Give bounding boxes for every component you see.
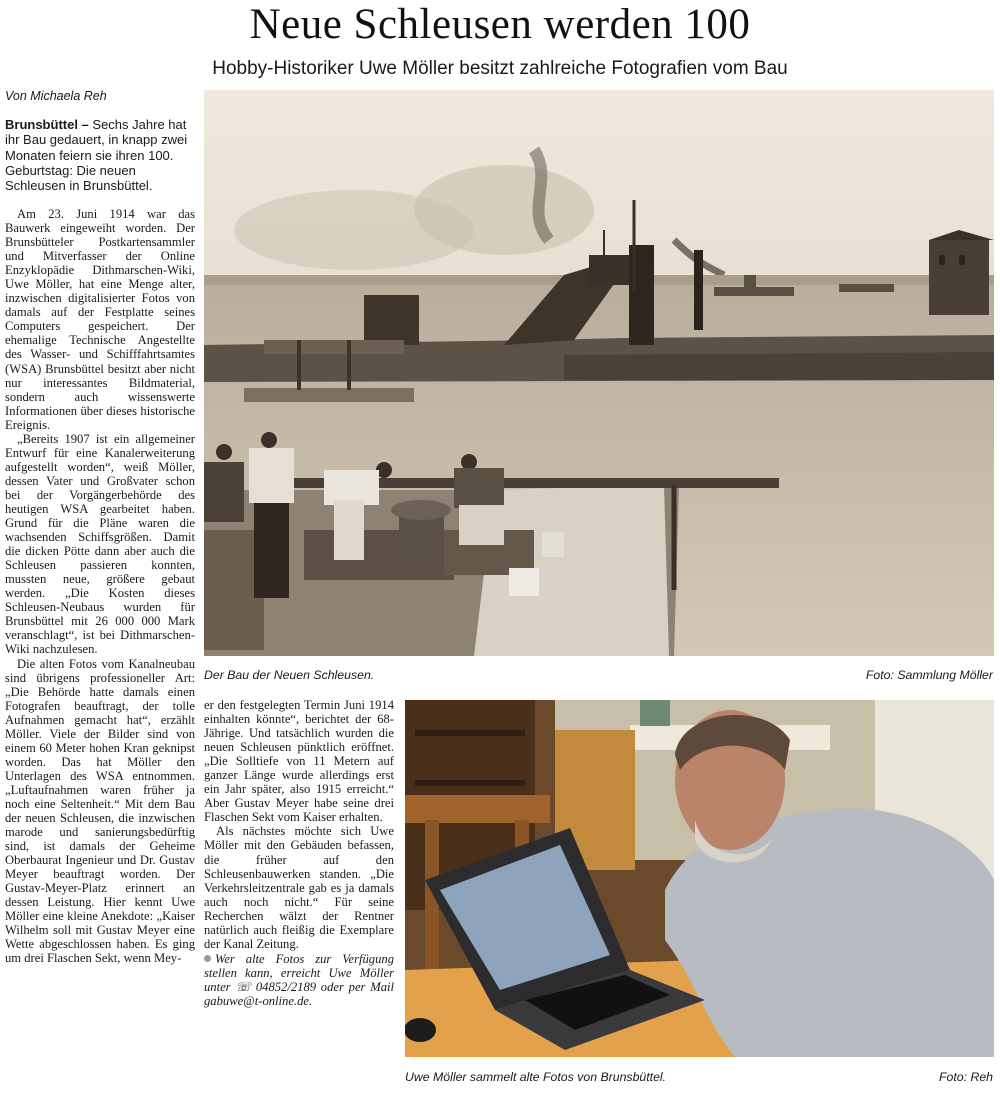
lead-paragraph	[5, 117, 195, 193]
paragraph: Die alten Fotos vom Kanalneubau sind übrigens professioneller Art: „Die Behörde hatte damals einen Fotografen beauftragt, der tolle Aufnahmen gemacht hat“, erzählt Möller. Viele der Bilder sind von einem 60 Meter hohen Kran geknipst worden. Das hat Möller den Unterlagen des WSA entnommen. „Luftaufnahmen waren früher ja noch eine Seltenheit.“ Mit dem Bau der neuen Schleusen, die inzwischen marode und sanierungsbedürftig sind, ist damals der Geheime Oberbaurat Ingenieur und Dr. Gustav Meyer beauftragt worden. Der Gustav-Meyer-Platz erinnert an dessen Leistung. Hier kennt Uwe Möller eine kleine Anekdote: „Kaiser Wilhelm soll mit Gustav Meyer eine Wette abgeschlossen haben. Es ging um drei Flaschen Sekt, wenn Mey-	[5, 656, 195, 966]
contact-text: Wer alte Fotos zur Verfügung stellen kann, erreicht Uwe Möller unter ☏ 04852/2189 oder per Mail gabuwe@t-online.de.	[204, 951, 394, 1008]
paragraph: Am 23. Juni 1914 war das Bauwerk eingeweiht worden. Der Brunsbütteler Postkartensammler und Mitverfasser der Online Enzyklopädie Dithmarschen-Wiki, Uwe Möller, hat eine Menge alter, inzwischen digitalisierter Fotos von damals auf der Festplatte seines Computers gespeichert. Der ehemalige Technische Angestellte des Wasser- und Schifffahrtsamtes (WSA) Brunsbüttel besitzt aber nicht nur interessantes Bildmaterial, sondern auch wissenswerte Informationen über dieses historische Ereignis.	[5, 207, 195, 432]
paragraph: er den festgelegten Termin Juni 1914 einhalten könnte“, berichtet der 68-Jährige. Und tatsächlich wurden die neuen Schleusen pünktlich eröffnet. „Die Solltiefe von 11 Metern auf ganzer Länge wurde allerdings erst ein Jahr später, also 1915 erreicht.“ Aber Gustav Meyer habe seine drei Flaschen Sekt vom Kaiser erhalten.	[204, 698, 394, 825]
headline: Neue Schleusen werden 100	[249, 1, 751, 48]
photo-credit: Foto: Sammlung Möller	[865, 668, 993, 682]
bullet-dot-icon	[204, 955, 211, 962]
portrait-photo	[405, 700, 994, 1057]
lead-text: Sechs Jahre hat ihr Bau gedauert, in knapp zwei Monaten feiern sie ihren 100. Geburtstag: Die neuen Schleusen in Brunsbüttel.	[5, 117, 188, 194]
lead-place: Brunsbüttel –	[5, 117, 89, 132]
article-column-1	[5, 207, 195, 966]
photo-caption: Der Bau der Neuen Schleusen.	[204, 668, 375, 682]
subheadline: Hobby-Historiker Uwe Möller besitzt zahlreiche Fotografien vom Bau	[212, 58, 788, 79]
paragraph: Als nächstes möchte sich Uwe Möller mit den Gebäuden befassen, die früher auf den Schleusenbauwerken standen. „Die Verkehrsleitzentrale gab es ja damals auch noch nicht.“ Für seine Recherchen wälzt der Rentner natürlich auch fleißig die Exemplare der Kanal Zeitung.	[204, 824, 394, 951]
paragraph: „Bereits 1907 ist ein allgemeiner Entwurf für eine Kanalerweiterung aufgestellt worden“, weiß Möller, dessen Vater und Großvater schon bei der Vorgängerbehörde des heutigen WSA gearbeitet haben. Grund für die Pläne waren die wachsenden Schiffsgrößen. Damit die dicken Pötte dann aber auch die Schleusen passieren konnten, mussten neue, größere gebaut werden. „Die Kosten dieses Schleusen-Neubaus wurden für Brunsbüttel mit 26 000 000 Mark veranschlagt“, ist bei Dithmarschen-Wiki nachzulesen.	[5, 431, 195, 657]
article-column-2	[204, 698, 394, 1008]
photo-credit: Foto: Reh	[939, 1070, 993, 1084]
byline: Von Michaela Reh	[5, 89, 107, 103]
historic-construction-photo	[204, 90, 994, 656]
contact-info	[204, 952, 394, 1008]
photo-caption: Uwe Möller sammelt alte Fotos von Brunsbüttel.	[405, 1070, 667, 1084]
